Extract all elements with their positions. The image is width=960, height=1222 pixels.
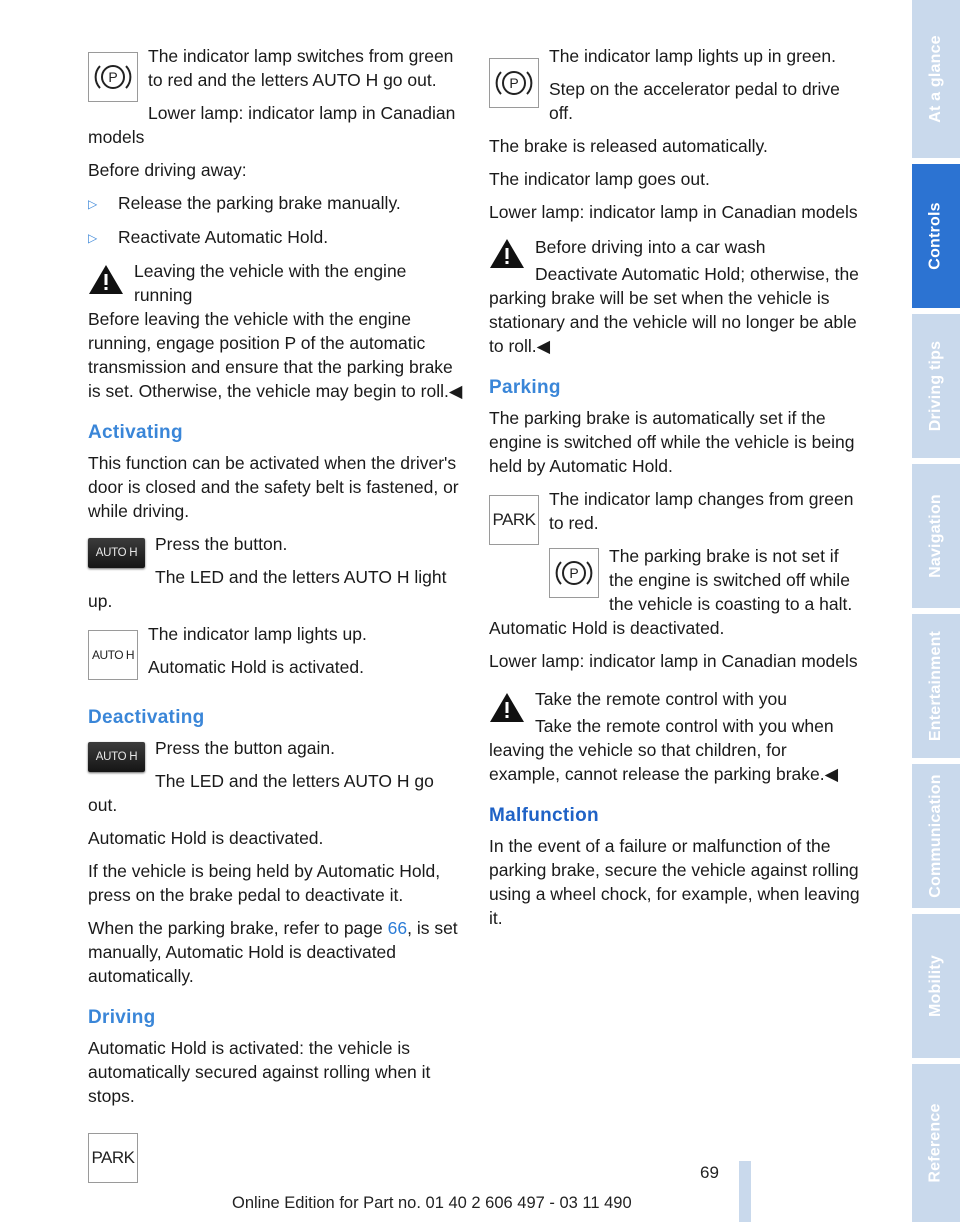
- warning-engine-running: [88, 259, 464, 403]
- park-lamp-icon: PARK: [489, 495, 539, 545]
- parking-text: The parking brake is automatically set if the engine is switched off while the vehicle is being held by Automatic Hold.: [489, 408, 855, 476]
- hold-activated-text: Automatic Hold is activated.: [148, 657, 364, 677]
- bullet-triangle-icon: ▷: [88, 197, 98, 211]
- warning-title: Take the remote control with you: [535, 689, 787, 709]
- step-accel-text: Step on the accelerator pedal to drive off.: [549, 79, 840, 123]
- warning-title: Before driving into a car wash: [535, 237, 766, 257]
- before-driving-text: Before driving away:: [88, 160, 247, 180]
- tab-at-a-glance[interactable]: At a glance: [912, 0, 960, 158]
- svg-text:P: P: [569, 565, 579, 581]
- press-again-text: Press the button again.: [155, 738, 335, 758]
- bullet-item: ▷ Reactivate Automatic Hold.: [88, 225, 464, 250]
- warning-triangle-icon: [88, 263, 124, 295]
- svg-text:P: P: [509, 75, 519, 91]
- tab-mobility[interactable]: Mobility: [912, 914, 960, 1058]
- heading-parking: Parking: [489, 377, 561, 398]
- led-light-up-text: The LED and the letters AUTO H light up.: [88, 567, 447, 611]
- page-link[interactable]: 66: [387, 918, 408, 938]
- auto-h-lamp-icon: AUTO H: [88, 630, 138, 680]
- warning-triangle-icon: [489, 691, 525, 723]
- if-held-text: If the vehicle is being held by Automatic Hold, press on the brake pedal to deactivate it.: [88, 861, 441, 905]
- canadian-lamp-note: Lower lamp: indicator lamp in Canadian models: [88, 103, 456, 147]
- bullet-item: ▷ Release the parking brake manually.: [88, 191, 464, 216]
- warning-car-wash: [489, 233, 861, 358]
- manual-park-text: When the parking brake, refer to page 66, is set manually, Automatic Hold is deactivated automatically.: [88, 918, 458, 986]
- parking-brake-p-icon: [88, 52, 138, 102]
- park-lamp-icon: PARK: [88, 1133, 138, 1183]
- warning-body: Take the remote control with you when leaving the vehicle so that children, for example, cannot release the parking brake.◀: [489, 716, 839, 784]
- parking-brake-p-icon: [489, 58, 539, 108]
- bullet-triangle-icon: ▷: [88, 231, 98, 245]
- warning-remote-control: [489, 687, 861, 786]
- auto-h-button-icon: AUTO H: [88, 538, 145, 568]
- hold-deactivated-text: Automatic Hold is deactivated.: [88, 828, 324, 848]
- warning-body: Before leaving the vehicle with the engine running, engage position P of the automatic transmission and ensure that the parking brake is set. Otherwise, the vehicle may begin to roll.◀: [88, 309, 463, 401]
- press-button-text: Press the button.: [155, 534, 288, 554]
- led-go-out-text: The LED and the letters AUTO H go out.: [88, 771, 434, 815]
- park-not-set-text: The parking brake is not set if the engine is switched off while the vehicle is coasting to a halt. Automatic Hold is deactivated.: [489, 546, 853, 638]
- tab-entertainment[interactable]: Entertainment: [912, 614, 960, 758]
- tab-reference[interactable]: Reference: [912, 1064, 960, 1222]
- driving-text: Automatic Hold is activated: the vehicle is automatically secured against rolling when it stops.: [88, 1038, 431, 1106]
- warning-body: Deactivate Automatic Hold; otherwise, the parking brake will be set when the vehicle is stationary and the vehicle will no longer be able to roll.◀: [489, 264, 859, 356]
- tab-driving-tips[interactable]: Driving tips: [912, 314, 960, 458]
- svg-text:P: P: [108, 69, 118, 85]
- warning-triangle-icon: [489, 237, 525, 269]
- park-changes-text: The indicator lamp changes from green to red.: [549, 489, 854, 533]
- left-column: [88, 44, 464, 1187]
- page-marker-bar: [739, 1161, 751, 1222]
- malfunction-text: In the event of a failure or malfunction of the parking brake, secure the vehicle against rolling using a wheel chock, for example, when leaving it.: [489, 836, 860, 928]
- footer-edition: Online Edition for Part no. 01 40 2 606 497 - 03 11 490: [232, 1194, 632, 1212]
- chapter-sidebar: [912, 0, 960, 1222]
- right-column: [489, 44, 861, 939]
- tab-controls[interactable]: Controls: [912, 164, 960, 308]
- heading-malfunction: Malfunction: [489, 805, 599, 826]
- page-number: 69: [700, 1163, 719, 1182]
- lamp-lights-up-text: The indicator lamp lights up.: [148, 624, 367, 644]
- heading-activating: Activating: [88, 422, 183, 443]
- heading-driving: Driving: [88, 1007, 156, 1028]
- auto-h-button-icon: AUTO H: [88, 742, 145, 772]
- canadian-lamp-note: Lower lamp: indicator lamp in Canadian models: [489, 202, 858, 222]
- tab-navigation[interactable]: Navigation: [912, 464, 960, 608]
- activating-text: This function can be activated when the driver's door is closed and the safety belt is fastened, or while driving.: [88, 453, 459, 521]
- heading-deactivating: Deactivating: [88, 707, 205, 728]
- canadian-lamp-note: Lower lamp: indicator lamp in Canadian models: [489, 651, 858, 671]
- intro-text: The indicator lamp switches from green to red and the letters AUTO H go out.: [148, 46, 454, 90]
- released-text: The brake is released automatically.: [489, 136, 768, 156]
- tab-communication[interactable]: Communication: [912, 764, 960, 908]
- parking-brake-p-icon: [549, 548, 599, 598]
- green-lamp-text: The indicator lamp lights up in green.: [549, 46, 836, 66]
- warning-title: Leaving the vehicle with the engine running: [134, 261, 407, 305]
- lamp-out-text: The indicator lamp goes out.: [489, 169, 710, 189]
